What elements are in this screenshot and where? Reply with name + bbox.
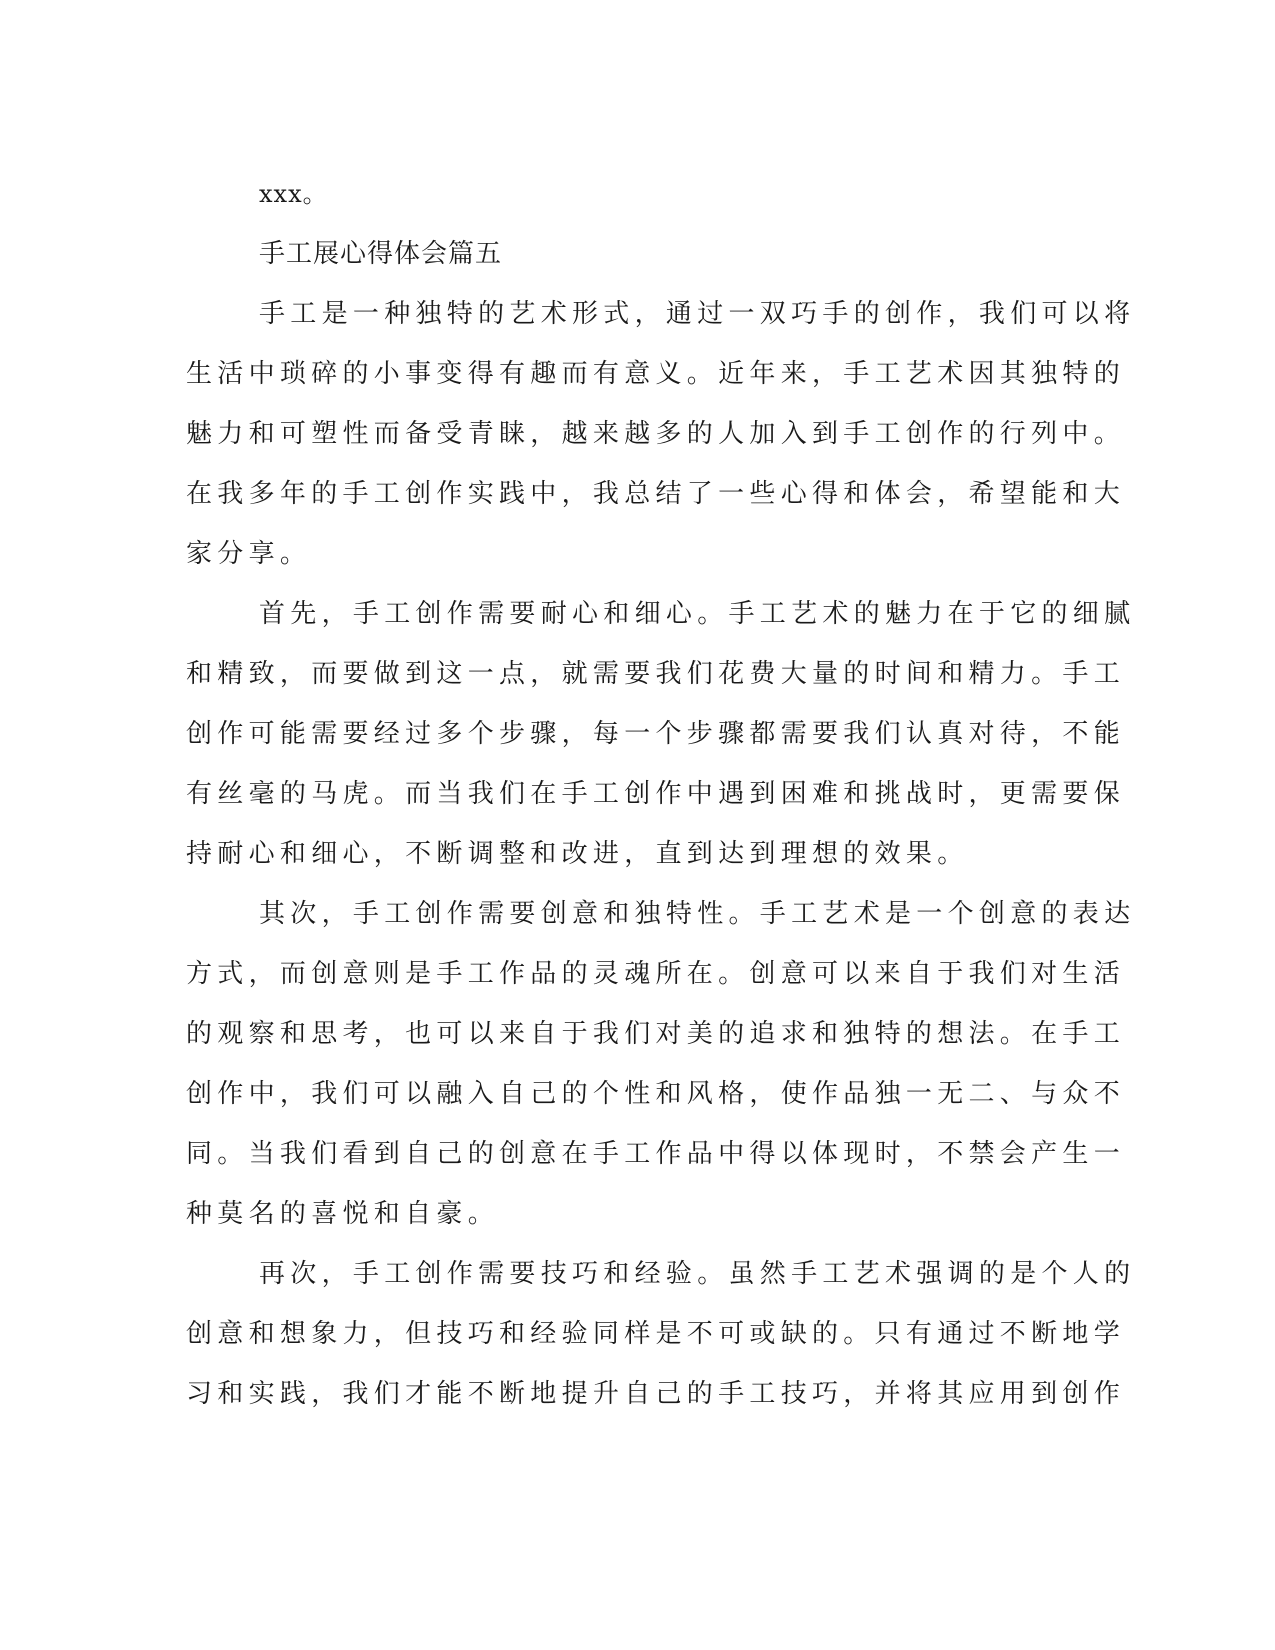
text-line: 魅力和可塑性而备受青睐，越来越多的人加入到手工创作的行列中。	[186, 419, 1126, 449]
text-line: 在我多年的手工创作实践中，我总结了一些心得和体会，希望能和大	[186, 479, 1126, 509]
text-line: 生活中琐碎的小事变得有趣而有意义。近年来，手工艺术因其独特的	[186, 359, 1126, 389]
text-line: 手工是一种独特的艺术形式，通过一双巧手的创作，我们可以将	[259, 299, 1136, 329]
text-line: 有丝毫的马虎。而当我们在手工创作中遇到困难和挑战时，更需要保	[186, 779, 1126, 809]
text-line: 家分享。	[186, 539, 312, 569]
text-line: 首先，手工创作需要耐心和细心。手工艺术的魅力在于它的细腻	[259, 599, 1136, 629]
text-line: 种莫名的喜悦和自豪。	[186, 1199, 500, 1229]
document-body	[186, 164, 1136, 1424]
text-line: 和精致，而要做到这一点，就需要我们花费大量的时间和精力。手工	[186, 659, 1126, 689]
text-line: 手工展心得体会篇五	[259, 239, 503, 269]
text-line: 其次，手工创作需要创意和独特性。手工艺术是一个创意的表达	[259, 899, 1136, 929]
text-line: 同。当我们看到自己的创意在手工作品中得以体现时，不禁会产生一	[186, 1139, 1126, 1169]
text-line: 再次，手工创作需要技巧和经验。虽然手工艺术强调的是个人的	[259, 1259, 1136, 1289]
text-line: 创作中，我们可以融入自己的个性和风格，使作品独一无二、与众不	[186, 1079, 1126, 1109]
text-line: 的观察和思考，也可以来自于我们对美的追求和独特的想法。在手工	[186, 1019, 1126, 1049]
text-line: 方式，而创意则是手工作品的灵魂所在。创意可以来自于我们对生活	[186, 959, 1126, 989]
text-line: 习和实践，我们才能不断地提升自己的手工技巧，并将其应用到创作	[186, 1379, 1126, 1409]
text-line: 创意和想象力，但技巧和经验同样是不可或缺的。只有通过不断地学	[186, 1319, 1126, 1349]
text-line: 创作可能需要经过多个步骤，每一个步骤都需要我们认真对待，不能	[186, 719, 1126, 749]
text-line: xxx。	[259, 180, 328, 208]
text-line: 持耐心和细心，不断调整和改进，直到达到理想的效果。	[186, 839, 969, 869]
